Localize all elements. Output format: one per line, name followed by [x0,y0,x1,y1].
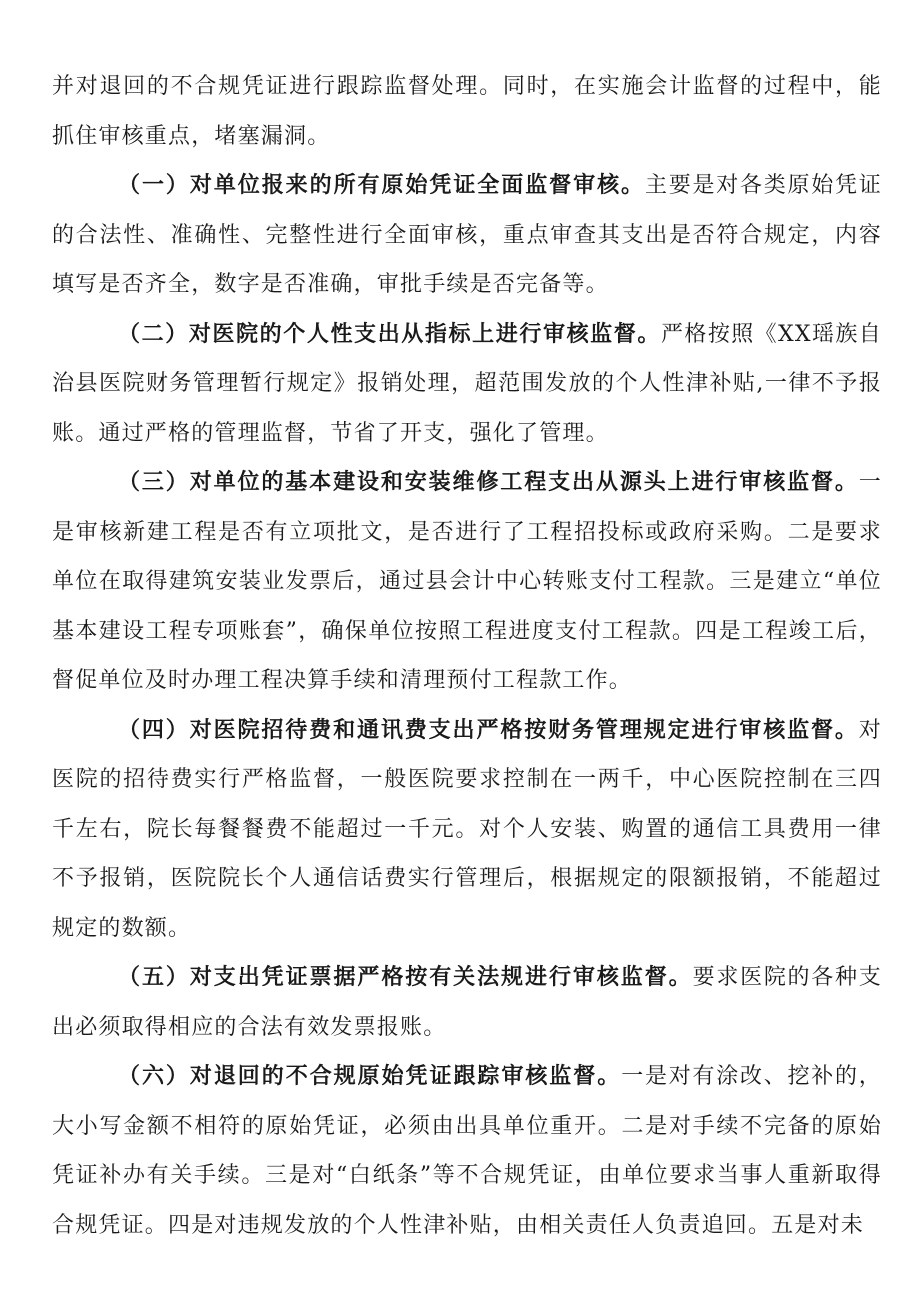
paragraph-item-6 [52,1052,882,1250]
paragraph-text: 一是审核新建工程是否有立项批文，是否进行了工程招投标或政府采购。二是要求单位在取得建筑安装业发票后，通过县会计中心转账支付工程款。三是建立“单位基本建设工程专项账套”，确保单位按照工程进度支付工程款。四是工程竣工后，督促单位及时办理工程决算手续和清理预付工程款工作。 [52,470,882,693]
paragraph-item-2 [52,310,882,459]
paragraph-item-5 [52,953,882,1052]
paragraph-heading: （四）对医院招待费和通讯费支出严格按财务管理规定进行审核监督。 [118,717,859,743]
paragraph-heading: （六）对退回的不合规原始凭证跟踪审核监督。 [118,1064,622,1089]
paragraph-item-4 [52,706,882,954]
paragraph-text: 严格按照《XX瑶族自治县医院财务管理暂行规定》报销处理，超范围发放的个人性津补贴,一律不予报账。通过严格的管理监督，节省了开支，强化了管理。 [52,321,883,446]
paragraph-heading: （三）对单位的基本建设和安装维修工程支出从源头上进行审核监督。 [118,470,859,495]
paragraph-heading: （五）对支出凭证票据严格按有关法规进行审核监督。 [118,965,693,990]
paragraph-text: 并对退回的不合规凭证进行跟踪监督处理。同时，在实施会计监督的过程中，能抓住审核重点，堵塞漏洞。 [52,74,882,149]
document-body [52,62,882,1250]
paragraph-item-1 [52,161,882,310]
paragraph-text: 对医院的招待费实行严格监督，一般医院要求控制在一两千，中心医院控制在三四千左右，院长每餐餐费不能超过一千元。对个人安装、购置的通信工具费用一律不予报销，医院院长个人通信话费实行管理后，根据规定的限额报销，不能超过规定的数额。 [52,717,882,941]
paragraph-text: 一是对有涂改、挖补的，大小写金额不相符的原始凭证，必须由出具单位重开。二是对手续不完备的原始凭证补办有关手续。三是对“白纸条”等不合规凭证，由单位要求当事人重新取得合规凭证。四是对违规发放的个人性津补贴，由相关责任人负责追回。五是对未 [52,1064,882,1238]
paragraph-heading: （二）对医院的个人性支出从指标上进行审核监督。 [118,321,662,347]
paragraph-heading: （一）对单位报来的所有原始凭证全面监督审核。 [118,173,645,198]
paragraph-continuation [52,62,882,161]
paragraph-item-3 [52,458,882,706]
paragraph-text: 主要是对各类原始凭证的合法性、准确性、完整性进行全面审核，重点审查其支出是否符合规定，内容填写是否齐全，数字是否准确，审批手续是否完备等。 [52,173,882,297]
paragraph-text: 要求医院的各种支出必须取得相应的合法有效发票报账。 [52,965,882,1040]
